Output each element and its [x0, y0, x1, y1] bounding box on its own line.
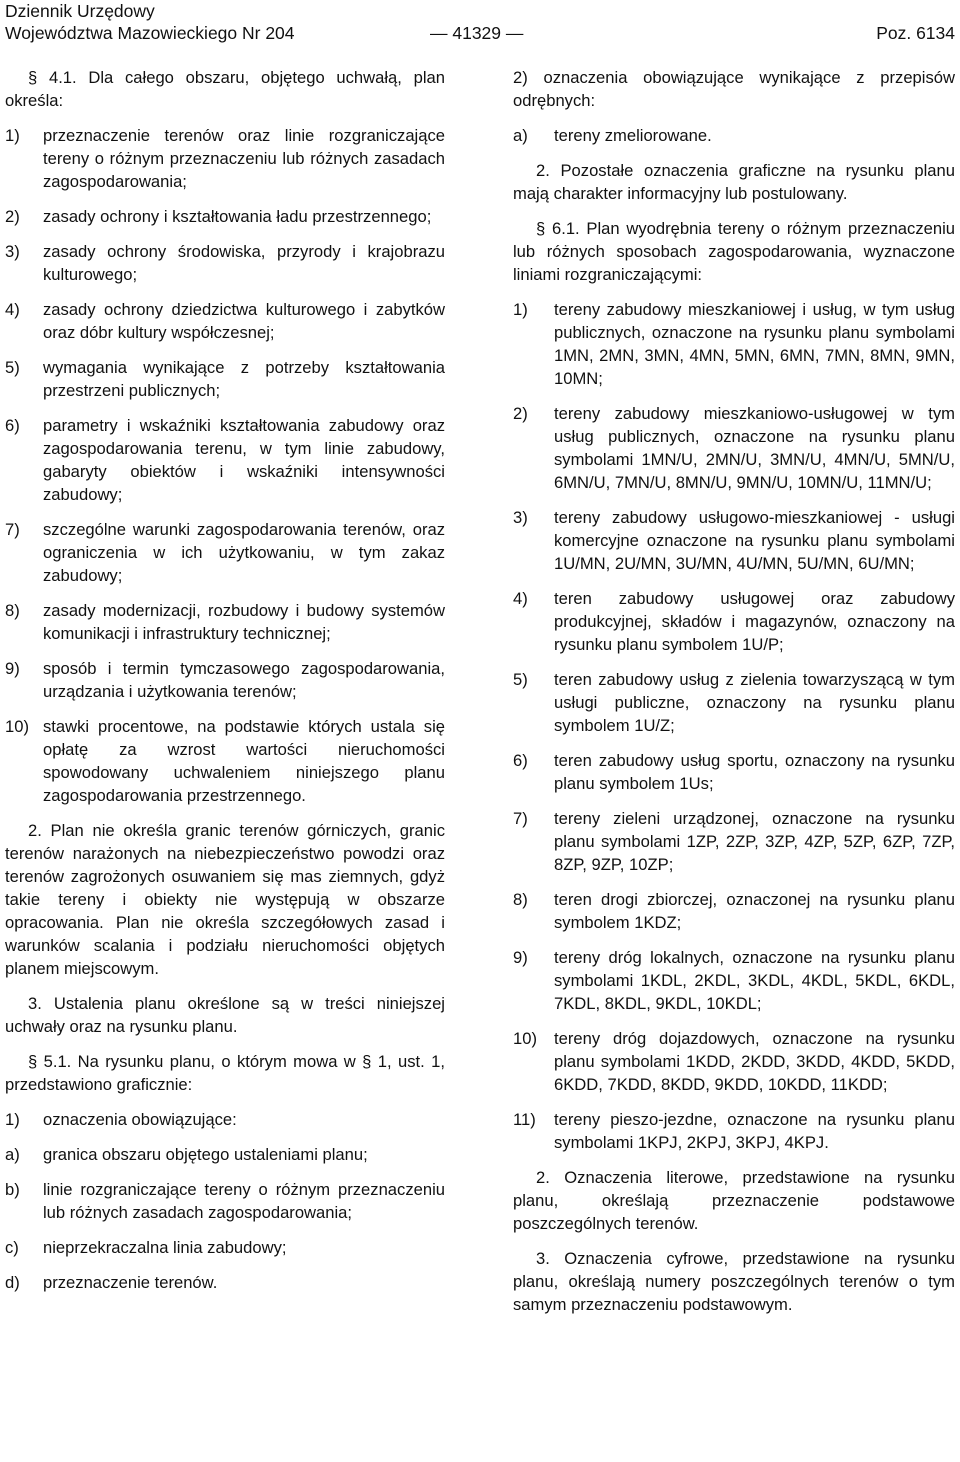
section-4-paragraph-2: 2. Plan nie określa granic terenów górniczych, granic terenów narażonych na niebezpieczeństwo powodzi oraz terenów zagrożonych osuwaniem się mas ziemnych, gdyż takie tereny i obiekty nie występują w obszarze opracowania. Plan nie określa szczegółowych zasad i warunków scalania i podziału nieruchomości objętych planem miejscowym.	[5, 821, 445, 978]
list-text: tereny zmeliorowane.	[554, 126, 712, 145]
list-text: tereny dróg lokalnych, oznaczone na rysunku planu symbolami 1KDL, 2KDL, 3KDL, 4KDL, 5KDL, 6KDL, 7KDL, 8KDL, 9KDL, 10KDL;	[554, 948, 955, 1013]
list-number: 3)	[5, 242, 20, 261]
list-text: zasady modernizacji, rozbudowy i budowy systemów komunikacji i infrastruktury technicznej;	[43, 601, 445, 643]
section-6-paragraph-2: 2. Oznaczenia literowe, przedstawione na rysunku planu, określają przeznaczenie podstawowe poszczególnych terenów.	[513, 1168, 955, 1233]
list-item	[5, 1143, 445, 1166]
list-text: sposób i termin tymczasowego zagospodarowania, urządzania i użytkowania terenów;	[43, 659, 445, 701]
list-text: tereny zabudowy mieszkaniowej i usług, w tym usług publicznych, oznaczone na rysunku planu symbolami 1MN, 2MN, 3MN, 4MN, 5MN, 6MN, 7MN, 8MN, 9MN, 10MN;	[554, 300, 955, 388]
list-letter: c)	[5, 1238, 19, 1257]
list-number: 8)	[513, 890, 528, 909]
list-number: 4)	[513, 589, 528, 608]
journal-issue: Województwa Mazowieckiego Nr 204	[5, 23, 295, 43]
list-item	[5, 414, 445, 506]
section-6-intro: § 6.1. Plan wyodrębnia tereny o różnym przeznaczeniu lub różnych sposobach zagospodarowania, wyznaczone liniami rozgraniczającymi:	[513, 219, 955, 284]
list-text: szczególne warunki zagospodarowania terenów, oraz ograniczenia w ich użytkowaniu, w tym zakaz zabudowy;	[43, 520, 445, 585]
list-number: 9)	[513, 948, 528, 967]
list-number: 3)	[513, 508, 528, 527]
list-item	[513, 506, 955, 575]
list-item	[5, 715, 445, 807]
section-5-item-2: 2) oznaczenia obowiązujące wynikające z przepisów odrębnych:	[513, 68, 955, 110]
list-number: 6)	[5, 416, 20, 435]
list-text: tereny zabudowy mieszkaniowo-usługowej w tym usług publicznych, oznaczone na rysunku planu symbolami 1MN/U, 2MN/U, 3MN/U, 4MN/U, 5MN/U, 6MN/U, 7MN/U, 8MN/U, 9MN/U, 10MN/U, 11MN/U;	[554, 404, 955, 492]
list-number: 8)	[5, 601, 20, 620]
list-item	[513, 668, 955, 737]
list-text: zasady ochrony i kształtowania ładu przestrzennego;	[43, 207, 432, 226]
list-item	[5, 240, 445, 286]
list-item	[513, 1108, 955, 1154]
list-item	[5, 205, 445, 228]
list-text: oznaczenia obowiązujące:	[43, 1110, 237, 1129]
list-number: 2)	[513, 404, 528, 423]
list-text: teren zabudowy usług z zielenia towarzyszącą w tym usługi publiczne, oznaczony na rysunku planu symbolem 1U/Z;	[554, 670, 955, 735]
list-item	[513, 946, 955, 1015]
list-item	[5, 356, 445, 402]
list-number: 11)	[513, 1110, 536, 1129]
section-5-paragraph-2: 2. Pozostałe oznaczenia graficzne na rysunku planu mają charakter informacyjny lub postulowany.	[513, 161, 955, 203]
list-item	[5, 124, 445, 193]
left-column	[5, 66, 445, 1306]
list-item	[513, 749, 955, 795]
list-item	[513, 587, 955, 656]
section-5-intro: § 5.1. Na rysunku planu, o którym mowa w § 1, ust. 1, przedstawiono graficznie:	[5, 1052, 445, 1094]
list-text: tereny zabudowy usługowo-mieszkaniowej - usługi komercyjne oznaczone na rysunku planu symbolami 1U/MN, 2U/MN, 3U/MN, 4U/MN, 5U/MN, 6U/MN;	[554, 508, 955, 573]
list-item	[513, 298, 955, 390]
page-number: — 41329 —	[430, 23, 524, 43]
page-header	[5, 0, 955, 44]
list-number: 2)	[5, 207, 20, 226]
list-text: granica obszaru objętego ustaleniami planu;	[43, 1145, 368, 1164]
list-text: linie rozgraniczające tereny o różnym przeznaczeniu lub różnych zasadach zagospodarowania;	[43, 1180, 445, 1222]
list-item	[513, 1027, 955, 1096]
list-text: przeznaczenie terenów.	[43, 1273, 218, 1292]
list-text: przeznaczenie terenów oraz linie rozgraniczające tereny o różnym przeznaczeniu lub różnych zasadach zagospodarowania;	[43, 126, 445, 191]
list-text: stawki procentowe, na podstawie których ustala się opłatę za wzrost wartości nieruchomości spowodowany uchwaleniem niniejszego planu zagospodarowania przestrzennego.	[43, 717, 445, 805]
list-text: zasady ochrony środowiska, przyrody i krajobrazu kulturowego;	[43, 242, 445, 284]
list-number: 4)	[5, 300, 20, 319]
section-5-sublist	[5, 1143, 445, 1294]
list-item	[5, 599, 445, 645]
section-6-list	[513, 298, 955, 1154]
section-4-intro: § 4.1. Dla całego obszaru, objętego uchwałą, plan określa:	[5, 68, 445, 110]
section-6-paragraph-3: 3. Oznaczenia cyfrowe, przedstawione na rysunku planu, określają numery poszczególnych terenów o tym samym przeznaczeniu podstawowym.	[513, 1249, 955, 1314]
list-text: tereny pieszo-jezdne, oznaczone na rysunku planu symbolami 1KPJ, 2KPJ, 3KPJ, 4KPJ.	[554, 1110, 955, 1152]
list-number: 6)	[513, 751, 528, 770]
list-number: 7)	[5, 520, 20, 539]
section-4-list	[5, 124, 445, 807]
list-text: tereny zieleni urządzonej, oznaczone na rysunku planu symbolami 1ZP, 2ZP, 3ZP, 4ZP, 5ZP, 6ZP, 7ZP, 8ZP, 9ZP, 10ZP;	[554, 809, 955, 874]
list-letter: a)	[5, 1145, 20, 1164]
list-item	[513, 888, 955, 934]
list-number: 1)	[513, 300, 528, 319]
list-text: parametry i wskaźniki kształtowania zabudowy oraz zagospodarowania terenu, w tym linie zabudowy, gabaryty obiektów i wskaźniki intensywności zabudowy;	[43, 416, 445, 504]
list-number: 10)	[5, 717, 29, 736]
list-item	[5, 1178, 445, 1224]
journal-title: Dziennik Urzędowy	[5, 1, 155, 21]
list-number: 7)	[513, 809, 528, 828]
list-text: nieprzekraczalna linia zabudowy;	[43, 1238, 287, 1257]
list-item	[5, 657, 445, 703]
list-text: teren zabudowy usługowej oraz zabudowy produkcyjnej, składów i magazynów, oznaczony na rysunku planu symbolem 1U/P;	[554, 589, 955, 654]
list-item	[5, 298, 445, 344]
list-item	[513, 124, 955, 147]
list-item	[5, 1271, 445, 1294]
right-column	[513, 66, 955, 1328]
list-letter: b)	[5, 1180, 20, 1199]
list-number: 5)	[5, 358, 20, 377]
list-letter: d)	[5, 1273, 20, 1292]
list-text: teren zabudowy usług sportu, oznaczony na rysunku planu symbolem 1Us;	[554, 751, 955, 793]
list-number: 1)	[5, 126, 20, 145]
list-text: tereny dróg dojazdowych, oznaczone na rysunku planu symbolami 1KDD, 2KDD, 3KDD, 4KDD, 5KDD, 6KDD, 7KDD, 8KDD, 9KDD, 10KDD, 11KDD;	[554, 1029, 955, 1094]
list-text: teren drogi zbiorczej, oznaczonej na rysunku planu symbolem 1KDZ;	[554, 890, 955, 932]
section-4-paragraph-3: 3. Ustalenia planu określone są w treści niniejszej uchwały oraz na rysunku planu.	[5, 994, 445, 1036]
list-letter: a)	[513, 126, 528, 145]
list-number: 9)	[5, 659, 20, 678]
list-item	[5, 1236, 445, 1259]
list-number: 5)	[513, 670, 528, 689]
position-number: Poz. 6134	[876, 23, 955, 43]
list-number: 10)	[513, 1029, 537, 1048]
list-text: zasady ochrony dziedzictwa kulturowego i zabytków oraz dóbr kultury współczesnej;	[43, 300, 445, 342]
list-item	[513, 807, 955, 876]
list-item	[513, 402, 955, 494]
list-item	[5, 1108, 445, 1131]
list-text: wymagania wynikające z potrzeby kształtowania przestrzeni publicznych;	[43, 358, 445, 400]
list-item	[5, 518, 445, 587]
list-number: 1)	[5, 1110, 20, 1129]
